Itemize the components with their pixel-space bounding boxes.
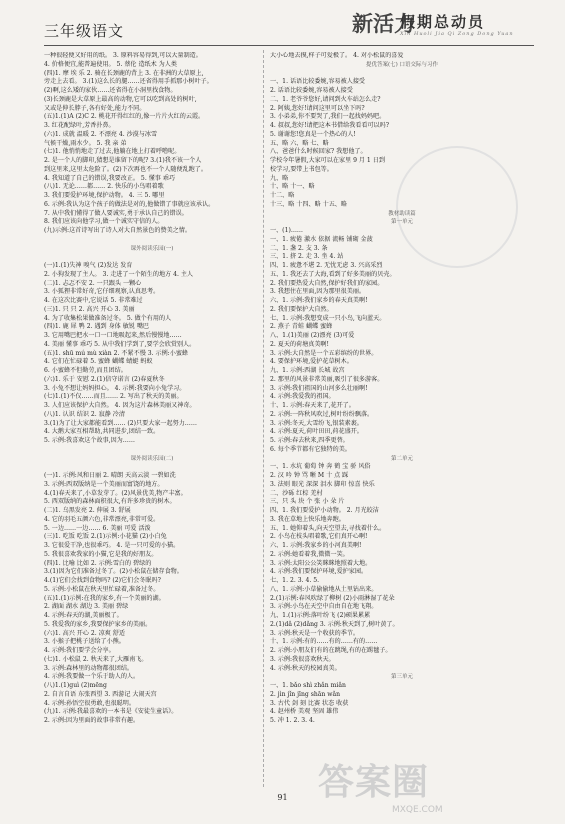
answer-line: 2. 小鸟在枝头唱着歌,它们真开心啊! xyxy=(270,533,368,541)
answer-line: (四)1. 鹿 犀 鸭 2. 遇到 身体 敏锐 嘴巴 xyxy=(44,323,150,331)
answer-line: 2. 我们要保护大自然。 xyxy=(270,305,333,313)
answer-line: 2.(1)示例:春风吹绿了柳树 (2)小雨淋湿了花朵 xyxy=(270,594,395,602)
answer-line: 五、1. 她仰着头,向天空望去,寻找着什么。 xyxy=(270,524,386,532)
answer-line: 2. 示例:因为里面的故事非常有趣。 xyxy=(44,717,140,724)
answer-line: 3. 它很爱干净,也很乖巧。 4. 是一只可爱的小猫。 xyxy=(44,542,180,549)
answer-line: 2. 阿姨,您好!请问这里可以坐下吗? xyxy=(270,104,365,112)
answer-line: 3. 我们要爱护环境,保护动物。 4. 三 5. 哪里 xyxy=(44,192,165,199)
answer-line: 2. 示例:一阵秋风吹过,树叶纷纷飘落。 xyxy=(270,410,374,418)
answer-line: 5. 我爱我的家乡,我要保护家乡的美丽。 xyxy=(44,620,152,628)
answer-line: 一、1. 水坑 葡萄 钟 奔 鹤 宝 骄 风俗 xyxy=(270,463,371,471)
answer-line: 4. 示例:孙悟空很勇敢,也很聪明。 xyxy=(44,699,135,707)
answer-line: 旁走上去看。 3.(1)这么长的腿……还省得用手抓那小树叶子。 xyxy=(44,78,213,86)
answer-line: 4. 要保护环境,爱护花草树木。 xyxy=(270,358,353,366)
answer-line: 3. 示例:我很喜欢秋天。 xyxy=(270,655,335,663)
answer-line: 气候干燥,雨水少。 5. 我 亲 弟 xyxy=(44,139,127,147)
answer-line: 4. 它的羽毛五颜六色,非常漂亮,非常可爱。 xyxy=(44,515,160,523)
brand-logo: 新活力 xyxy=(352,11,415,36)
answer-line: 八、1.(1)美丽 (2)漂亮 (3)可爱 xyxy=(270,332,355,339)
page-number: 91 xyxy=(277,793,288,802)
answer-line: 2. 湖面 湖水 湖边 3. 美丽 碧绿 xyxy=(44,603,129,611)
answer-line: (八)1. 无论……都…… 2. 快乐的小鸟唱着歌 xyxy=(44,183,164,191)
answer-line xyxy=(44,253,260,262)
answer-line: (七)1.(1)不仅……而且…… 2. 写出了秋天的美丽。 xyxy=(44,393,183,401)
answer-line: 5. 我很喜欢我家的小猫,它是我的好朋友。 xyxy=(44,550,158,558)
answer-line: (七)1. 他悄悄地走了过去,他躺在地上打着呼噜呢。 xyxy=(44,148,181,156)
answer-line: (六)1. 乐于 安慰 2.(1)信守诺言 (2)春夏秋冬 xyxy=(44,375,165,383)
answer-line: 七、1. 2. 3. 4. 5. xyxy=(270,577,320,584)
answer-line: 4. 示例:我爱我的祖国。 xyxy=(270,393,335,401)
answer-line: 4. 大鹅大家互相帮助,共同进步,团结一致。 xyxy=(44,428,160,436)
answer-line: 五、略 六、略 七、略 xyxy=(270,139,329,147)
answer-line: 大小心地去摸,样子可爱极了。 4. 对小松鼠的喜爱 xyxy=(270,52,404,59)
answer-line: 5. 谢谢您!您真是一个热心的人! xyxy=(270,130,356,138)
answer-line: 4. 我知道了自己的错误,我要改正。 5. 懂事 乖巧 xyxy=(44,174,176,182)
answer-line: (八)1.(1)guì (2)mēng xyxy=(44,682,107,689)
answer-line: 到这里来,这里太危险了。(2)下次再也不一个人随便乱跑了。 xyxy=(44,165,207,173)
answer-line: 7. 从中我们懂得了做人要诚实,勇于承认自己的错误。 xyxy=(44,209,188,217)
answer-line: 2. 燕子 青蛙 蝴蝶 蜜蜂 xyxy=(270,323,333,331)
answer-line: 8. 我们应该向他学习,做一个诚实守信的人。 xyxy=(44,218,164,226)
watermark-logo: 答案圈 xyxy=(318,762,430,803)
answer-line: 5. 一边……一边…… 6. 美丽 可爱 活泼 xyxy=(44,524,151,532)
answer-line: 十、1. 示例:有的……有的……有的…… xyxy=(270,638,378,646)
section-heading: 第三单元 xyxy=(390,674,413,681)
answer-line: 4.(1)春天来了,小草发芽了。(2)风景优美,物产丰富。 xyxy=(44,489,187,497)
answer-line: 5. 西双版纳的森林面积很大,有许多珍贵的树木。 xyxy=(44,498,176,506)
answer-line: 4. 叔叔,您好!请把这本书借给我看看可以吗? xyxy=(270,122,389,129)
answer-column-right xyxy=(270,52,534,787)
answer-line: 3. 小弟弟,你不要哭了,我们一起找妈妈吧。 xyxy=(270,113,386,121)
answer-line: 3. 示例:小鸟在天空中自由自在地飞翔。 xyxy=(270,603,378,611)
header-rule xyxy=(44,45,534,46)
answer-line: 4. 在这次比赛中,它说话 5. 非常难过 xyxy=(44,297,143,304)
answer-line: (2)啊,这么矮的家伙……还省得在小洞里找食物。 xyxy=(44,87,177,94)
answer-line: 4.(1)它们会找到食物吗? (2)它们会冬眠吗? xyxy=(44,577,161,584)
section-heading: 课外阅读乐园(二) xyxy=(130,455,174,462)
answer-line: 又或是伸长脖子,各有好处,能力不同。 xyxy=(44,104,146,112)
section-heading: 提优答案(七) 口语交际与习作 xyxy=(365,61,439,68)
answer-line: 4. 美丽 懂事 乖巧 5. 从中我们学到了,要学会欣赏别人。 xyxy=(44,340,196,348)
answer-line: 5. 示例:小松鼠在秋天里忙碌着,准备过冬。 xyxy=(44,585,160,593)
answer-line: 3. 人们应该保护大自然。 4. 因为这片森林美丽又神奇。 xyxy=(44,402,196,409)
answer-line: 3. 示例:西双版纳是一个美丽而富饶的地方。 xyxy=(44,480,164,488)
answer-line: (九)示例:这首诗写出了诗人对大自然景色的赞美之情。 xyxy=(44,227,191,234)
answer-line: (八)1. 认识 结识 2. 寂静 冷清 xyxy=(44,410,125,418)
answer-line: 2. 示例:小朋友们有的在跳绳,有的在踢毽子。 xyxy=(270,647,392,654)
answer-line: (3)长颈鹿是大草原上最高的动物,它可以吃到高处的树叶, xyxy=(44,95,197,103)
answer-line: 3. 红花配绿叶,芳香扑鼻。 xyxy=(44,122,115,129)
answer-line: (一)1. 示例:风和日丽 2. 晴朗 天高云淡 一碧如洗 xyxy=(44,472,176,479)
answer-line: 校学习,要带上书包等。 xyxy=(270,165,333,173)
answer-line: 2. jìn jǐn jīng shān wǎn xyxy=(270,690,341,698)
answer-line: (二)1. 乌黑发亮 2. 伸展 3. 舒展 xyxy=(44,507,131,514)
answer-line: 3. 它用嘴巴把水一口一口地吸起来,然后慢慢地…… xyxy=(44,332,182,339)
grade-title: 三年级语文 xyxy=(44,22,125,40)
answer-line: 2. 自言自语 东张西望 3. 西游记 大闹天宫 xyxy=(44,690,157,698)
answer-line: 一、1. bǎo shì zhǎn miǎn xyxy=(270,682,346,689)
answer-line: 二、1. 老爷爷您好,请问到火车站怎么走? xyxy=(270,95,381,103)
answer-line: 6. 示例:我认为这个孩子的做法是对的,他做错了事就应该承认。 xyxy=(44,200,215,208)
answer-line: 3. 示例:太阳公公笑眯眯地照着大地。 xyxy=(270,559,372,567)
answer-line: 5. 冲 1. 2. 3. 4. xyxy=(270,717,315,724)
answer-line: 三、只 头 块 个 张 小 朵 片 xyxy=(270,498,345,506)
answer-line: 2. 夏天的荷塘真美啊! xyxy=(270,340,329,348)
answer-line: 十二、略 xyxy=(270,192,295,199)
answer-line: 2.(1)dǎ (2)dǎng 3. 示例:秋天到了,树叶黄了。 xyxy=(270,620,399,628)
answer-line: 十、略 十一、略 xyxy=(270,183,315,191)
answer-line xyxy=(44,446,260,455)
answer-line xyxy=(44,463,260,472)
answer-line: 四、1. 我们要爱护小动物。 2. 月光皎洁 xyxy=(270,507,379,514)
watermark-url: MXQE.COM xyxy=(392,805,443,815)
answer-line: 6. 每个季节都有它独特的美。 xyxy=(270,445,351,453)
answer-line: (四)1. 比喻 比如 2. 示例:雪白的 碧绿的 xyxy=(44,559,152,567)
answer-line: 3. 小猴子把桃子送给了小熊。 xyxy=(44,638,125,646)
answer-line: 6. 小蜜蜂不但勤劳,而且团结。 xyxy=(44,367,127,374)
answer-line: 3.(1)因为它们准备过冬了。(2)小松鼠在储存食物。 xyxy=(44,568,183,576)
answer-line: 4. 示例:秋天的校园真美。 xyxy=(270,664,341,672)
answer-line: 3. 示例:森林里的动物都很团结。 xyxy=(44,664,134,672)
answer-line: 3. 示例:秋天是一个收获的季节。 xyxy=(270,629,360,637)
answer-line: (五)1. shū mú mù xiàn 2. 不紧不慢 3. 示例:小蜜蜂 xyxy=(44,349,189,357)
answer-line: 3. 我想住在里面,因为那里很美丽。 xyxy=(270,288,366,296)
answer-line: 4. 示例:我要做一个乐于助人的人。 xyxy=(44,673,140,681)
answer-line: 一、1. 话语比较委婉,容易被人接受 xyxy=(270,78,366,86)
answer-line: 2. 汉 吟 钟 骂 晰 M 十 点 踩 xyxy=(270,472,349,479)
section-heading: 教材助读篇 xyxy=(388,210,416,217)
page-header xyxy=(0,0,565,56)
answer-line: 4. 赵州桥 美观 坚固 雄伟 xyxy=(270,708,339,716)
answer-line: 5. 示例:我喜欢这个故事,因为…… xyxy=(44,437,135,444)
answer-line: 三、1. 挤 2. 走 3. 坐 4. 站 xyxy=(270,253,344,261)
answer-line: 3. 法则 眼光 深深 泪水 脚印 惊喜 快乐 xyxy=(270,480,375,488)
answer-line: 二、1. 盏 2. 支 3. 条 xyxy=(270,244,328,252)
answer-line: (三)1. 吃饭 吃饭 2.(1)示例:小花猫 (2)小白兔 xyxy=(44,533,167,541)
answer-line: 2. 是一个人的脚印,猜想是谁留下的呢? 3.(1)我不该一个人 xyxy=(44,157,202,164)
answer-column-left xyxy=(44,52,260,787)
answer-line: 九、1. 示例:西湖 长城 故宫 xyxy=(270,367,345,374)
answer-line: 2. 话语比较委婉,容易被人接受 xyxy=(270,87,353,94)
answer-line: (九)1. 示例:我最喜欢的一本书是《安徒生童话》。 xyxy=(44,708,178,716)
column-divider xyxy=(263,50,264,787)
answer-line: 六、1. 示例:我们家乡的春天真美啊! xyxy=(270,297,368,304)
answer-line: (四)1. 摩 埃 乐 2. 骑在长颈鹿的背上 3. 在非洲的大草原上, xyxy=(44,69,204,77)
answer-line: 五、1. 我还去了大海,看到了好多美丽的贝壳。 xyxy=(270,270,396,278)
answer-line: 3. 小狐狸非常好奇,它仔细观察,认真思考。 xyxy=(44,288,160,296)
answer-line: 3.(1)为了让大家都能看到…… (2)只要大家一起努力…… xyxy=(44,419,197,427)
answer-line: (五)1.(1)示例:在我的家乡,有一个美丽的湖。 xyxy=(44,594,165,602)
answer-line: 2. 示例:她看着我,微微一笑。 xyxy=(270,550,349,558)
answer-line: 4. 价格便宜,能普遍使用。 5. 蔡伦 造纸术 为人类 xyxy=(44,60,177,68)
answer-line: 4. 示例:夏天,荷叶田田,荷花盛开。 xyxy=(270,428,363,436)
answer-line: 学校今年暑假,大家可以在家里 9 月 1 日到 xyxy=(270,157,385,164)
answer-line: 2. 我们要热爱大自然,保护好我们的家园。 xyxy=(270,279,384,287)
answer-line: 3. 示例:冬天,大雪纷飞,银装素裹。 xyxy=(270,419,363,427)
answer-line: 3. 示例:我们祖国的山河多么壮丽啊! xyxy=(270,384,368,392)
section-heading: 第一单元 xyxy=(390,219,413,226)
answer-line: (一)1.(1)失神 嗅气 (2)发达 发育 xyxy=(44,262,133,269)
answer-line: 十、1. 示例:春天来了,花开了。 xyxy=(270,402,355,409)
section-heading: 课外阅读乐园(一) xyxy=(130,245,174,252)
answer-line: 六、1. 示例:我家乡的小河真美啊! xyxy=(270,542,362,549)
brand-subtitle: Xin Huoli Jia Qi Zong Dong Yuan xyxy=(400,31,514,37)
answer-line: 2. 小狗发现了主人。 3. 走进了一个陌生的地方 4. 主人 xyxy=(44,270,194,278)
answer-line xyxy=(270,70,534,79)
answer-line: (三)1. 只 只 2. 高兴 开心 3. 美丽 xyxy=(44,305,135,313)
answer-line: (五)1.(1)A (2)C 2. 桃花开得红红的,像一片片火红的云霞。 xyxy=(44,113,205,121)
answer-line: 一、1. 疲倦 激水 依据 流畅 铺砌 金菠 xyxy=(270,235,373,243)
answer-line: 九、1.(1)示例:落叶纷飞 (2)硕果累累 xyxy=(270,612,371,619)
answer-line: 二、沙砾 红棕 羌村 xyxy=(270,489,323,497)
answer-line: 四、1. 疲惫不堪 2. 无忧无虑 3. 兴高采烈 xyxy=(270,262,383,269)
answer-line: 九、略 xyxy=(270,174,289,182)
answer-line: 七、1. 示例:我想变成一只小鸟,飞向蓝天。 xyxy=(270,314,386,322)
answer-line: 3. 古代 剑 刻 比赛 状态 收获 xyxy=(270,699,349,707)
answer-line: 八、1. 示例:小草偷偷地从土里钻出来。 xyxy=(270,585,378,593)
answer-line: 一、(1)…… xyxy=(270,227,304,234)
answer-line: (六)1. 成就 温暖 2. 不漂亮 4. 沙漠与冰雪 xyxy=(44,130,158,138)
answer-line: (二)1. 忐忑不安 2. 一只跟头 一颗心 xyxy=(44,279,142,287)
answer-line: 4. 示例:我们要学会分享。 xyxy=(44,647,115,654)
answer-line: 八、爸爸什么时候回家? 我想他了。 xyxy=(270,148,367,156)
section-heading: 第二单元 xyxy=(390,455,413,462)
answer-line: (七)1. 小松鼠 2. 秋天来了,大雁南飞。 xyxy=(44,655,148,663)
answer-line: 3. 我在草地上快乐地奔跑。 xyxy=(270,515,345,523)
answer-line: 十三、略 十四、略 十五、略 xyxy=(270,200,347,208)
answer-line: 4. 示例:我们要保护环境,爱护家园。 xyxy=(270,568,368,576)
answer-line: 3. 小兔不想让妈妈担心。 4. 示例:我要向小兔学习。 xyxy=(44,384,186,392)
answer-line: (六)1. 高兴 开心 2. 凉爽 舒适 xyxy=(44,629,125,637)
answer-line xyxy=(44,236,260,245)
answer-line: 一种很轻便又好用的纸。 3. 原料容易得到,可以大量制造。 xyxy=(44,52,202,59)
answer-line: 5. 示例:春去秋来,四季更替。 xyxy=(270,437,349,444)
brand-title: 假期总动员 xyxy=(400,13,486,31)
answer-line: 3. 示例:大自然是一个五彩缤纷的世界。 xyxy=(270,349,378,357)
answer-line: 4. 示例:春天的湖,美丽极了。 xyxy=(44,612,123,619)
answer-line: 2. 那里的风景非常美丽,吸引了很多游客。 xyxy=(270,375,384,383)
answer-line: 4. 它们在忙碌着 5. 蜜蜂 蝴蝶 蜻蜓 蚂蚁 xyxy=(44,358,153,366)
answer-line: 4. 为了收集松果做准备过冬。 5. 做个有用的人 xyxy=(44,314,172,322)
